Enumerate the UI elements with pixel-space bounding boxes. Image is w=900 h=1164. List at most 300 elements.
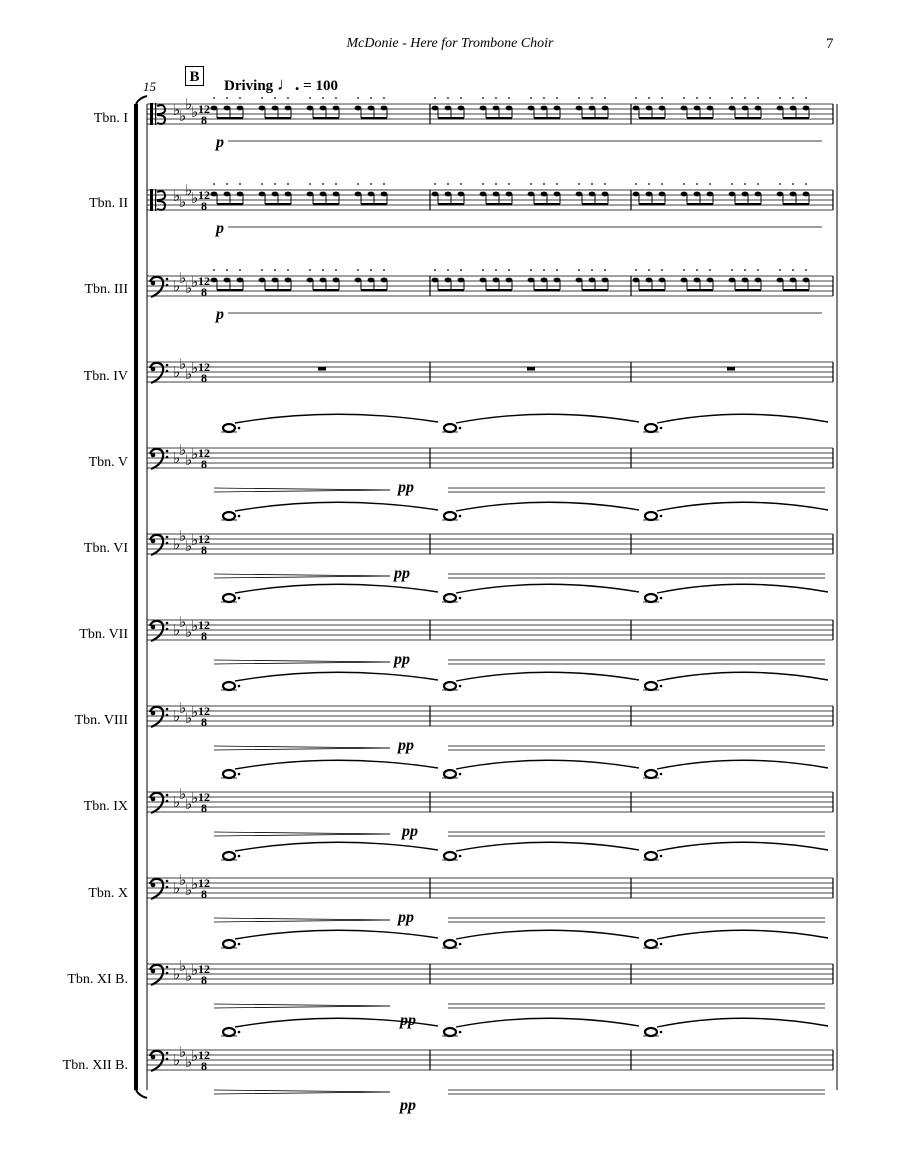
tie [235, 502, 438, 511]
tenor-clef-icon [150, 189, 153, 211]
rehearsal-mark: B [185, 66, 204, 86]
tenor-clef-icon [150, 103, 153, 125]
time-signature-top: 12 [198, 188, 210, 202]
eighth-note-head [445, 106, 452, 111]
hairpin-line [214, 746, 390, 748]
staccato-dot [757, 183, 759, 185]
augmentation-dot [459, 685, 462, 688]
bass-clef-icon [166, 966, 169, 969]
staccato-dot [661, 183, 663, 185]
beam [313, 289, 339, 291]
staccato-dot [648, 183, 650, 185]
beam [265, 289, 291, 291]
augmentation-dot [660, 855, 663, 858]
whole-rest-icon [727, 367, 735, 371]
instrument-label: Tbn. VI [83, 541, 128, 556]
time-signature-top: 12 [198, 876, 210, 890]
flat-icon: ♭ [173, 187, 181, 205]
staccato-dot [447, 97, 449, 99]
flat-icon: ♭ [185, 181, 193, 199]
bass-clef-icon [166, 714, 169, 717]
dotted-whole-note [444, 594, 456, 602]
staccato-dot [357, 183, 359, 185]
time-signature-top: 12 [198, 446, 210, 460]
eighth-note-head [755, 278, 762, 283]
tie [235, 414, 438, 423]
flat-icon: ♭ [185, 967, 193, 985]
eighth-note-head [803, 106, 810, 111]
bass-clef-icon [166, 450, 169, 453]
staccato-dot [495, 183, 497, 185]
staccato-dot [709, 269, 711, 271]
bass-clef-icon [150, 277, 163, 297]
eighth-note-head [285, 278, 292, 283]
eighth-note-head [633, 106, 640, 111]
staccato-dot [434, 97, 436, 99]
instrument-label: Tbn. VIII [74, 713, 128, 728]
eighth-note-head [224, 278, 231, 283]
tie [456, 842, 639, 851]
eighth-note-head [803, 192, 810, 197]
eighth-note-head [589, 278, 596, 283]
beam [639, 117, 665, 119]
eighth-note-head [224, 192, 231, 197]
hairpin-line [214, 918, 390, 920]
eighth-note-head [381, 278, 388, 283]
eighth-note-head [541, 192, 548, 197]
flat-icon: ♭ [179, 193, 187, 211]
staccato-dot [578, 97, 580, 99]
eighth-note-head [646, 192, 653, 197]
flat-icon: ♭ [179, 269, 187, 287]
tie [456, 1018, 639, 1027]
eighth-note-head [554, 106, 561, 111]
augmentation-dot [459, 515, 462, 518]
staccato-dot [383, 97, 385, 99]
eighth-note-head [272, 278, 279, 283]
time-signature-bottom: 8 [201, 715, 207, 729]
beam [313, 117, 339, 119]
staccato-dot [239, 97, 241, 99]
dynamic-marking: pp [400, 1012, 416, 1029]
tie [657, 1018, 828, 1027]
augmentation-dot [459, 427, 462, 430]
staccato-dot [213, 269, 215, 271]
eighth-note-head [368, 278, 375, 283]
eighth-note-head [576, 106, 583, 111]
dotted-whole-note [223, 852, 235, 860]
eighth-note-head [541, 106, 548, 111]
augmentation-dot [238, 855, 241, 858]
beam [217, 289, 243, 291]
staccato-dot [578, 269, 580, 271]
eighth-note-head [368, 192, 375, 197]
instrument-label: Tbn. XII B. [62, 1058, 128, 1073]
staccato-dot [696, 269, 698, 271]
dynamic-marking: pp [394, 565, 410, 582]
flat-icon: ♭ [191, 703, 199, 721]
beam [687, 289, 713, 291]
staccato-dot [744, 269, 746, 271]
eighth-note-head [803, 278, 810, 283]
flat-icon: ♭ [173, 793, 181, 811]
flat-icon: ♭ [185, 537, 193, 555]
bass-clef-icon [150, 707, 163, 727]
eighth-note-head [285, 106, 292, 111]
beam [783, 117, 809, 119]
eighth-note-head [602, 278, 609, 283]
staccato-dot [309, 97, 311, 99]
staccato-dot [683, 97, 685, 99]
hairpin-line [214, 1092, 390, 1094]
time-signature-bottom: 8 [201, 629, 207, 643]
staccato-dot [530, 269, 532, 271]
staccato-dot [447, 269, 449, 271]
eighth-note-head [790, 106, 797, 111]
instrument-label: Tbn. I [93, 111, 128, 126]
flat-icon: ♭ [179, 699, 187, 717]
augmentation-dot [459, 855, 462, 858]
augmentation-dot [660, 685, 663, 688]
time-signature-bottom: 8 [201, 457, 207, 471]
staccato-dot [805, 183, 807, 185]
beam [735, 117, 761, 119]
whole-rest-icon [318, 367, 326, 371]
flat-icon: ♭ [185, 95, 193, 113]
hairpin-line [214, 1006, 390, 1008]
bass-clef-icon [166, 1058, 169, 1061]
dotted-whole-note [223, 1028, 235, 1036]
bass-clef-icon [151, 539, 156, 544]
staccato-dot [731, 183, 733, 185]
flat-icon: ♭ [173, 1051, 181, 1069]
eighth-note-head [307, 106, 314, 111]
beam [735, 289, 761, 291]
beam [361, 203, 387, 205]
staccato-dot [635, 269, 637, 271]
eighth-note-head [602, 192, 609, 197]
bass-clef-icon [166, 622, 169, 625]
beam [486, 289, 512, 291]
staccato-dot [543, 97, 545, 99]
eighth-note-head [681, 106, 688, 111]
bass-clef-icon [151, 1055, 156, 1060]
eighth-note-head [707, 192, 714, 197]
eighth-note-head [659, 278, 666, 283]
time-signature-bottom: 8 [201, 371, 207, 385]
dynamic-marking: pp [402, 823, 418, 840]
flat-icon: ♭ [173, 621, 181, 639]
staccato-dot [274, 97, 276, 99]
bass-clef-icon [166, 880, 169, 883]
tie [235, 930, 438, 939]
staccato-dot [635, 183, 637, 185]
tie [235, 760, 438, 769]
staccato-dot [648, 97, 650, 99]
staccato-dot [508, 269, 510, 271]
eighth-note-head [742, 278, 749, 283]
beam [534, 203, 560, 205]
beam [582, 203, 608, 205]
bass-clef-icon [150, 793, 163, 813]
bass-clef-icon [150, 535, 163, 555]
eighth-note-head [307, 192, 314, 197]
staccato-dot [543, 269, 545, 271]
dynamic-marking: p [216, 220, 224, 237]
bass-clef-icon [166, 628, 169, 631]
staccato-dot [556, 183, 558, 185]
eighth-note-head [320, 192, 327, 197]
eighth-note-head [790, 192, 797, 197]
flat-icon: ♭ [179, 785, 187, 803]
flat-icon: ♭ [185, 451, 193, 469]
instrument-label: Tbn. IX [83, 799, 128, 814]
flat-icon: ♭ [179, 355, 187, 373]
staccato-dot [335, 97, 337, 99]
bass-clef-icon [166, 794, 169, 797]
system-bracket-top [136, 96, 147, 104]
dotted-whole-note [223, 682, 235, 690]
bass-clef-icon [150, 621, 163, 641]
bass-clef-icon [166, 456, 169, 459]
eighth-note-head [333, 106, 340, 111]
bass-clef-icon [150, 449, 163, 469]
dynamic-marking: p [216, 306, 224, 323]
augmentation-dot [660, 515, 663, 518]
eighth-note-head [506, 278, 513, 283]
beam [639, 289, 665, 291]
tie [456, 502, 639, 511]
dotted-whole-note [223, 512, 235, 520]
staccato-dot [757, 269, 759, 271]
staccato-dot [696, 97, 698, 99]
eighth-note-head [211, 106, 218, 111]
staccato-dot [261, 183, 263, 185]
eighth-note-head [777, 192, 784, 197]
augmentation-dot [660, 773, 663, 776]
augmentation-dot [238, 773, 241, 776]
eighth-note-head [589, 192, 596, 197]
flat-icon: ♭ [191, 617, 199, 635]
time-signature-top: 12 [198, 790, 210, 804]
beam [313, 203, 339, 205]
staccato-dot [792, 97, 794, 99]
dotted-whole-note [645, 1028, 657, 1036]
flat-icon: ♭ [173, 363, 181, 381]
augmentation-dot [238, 685, 241, 688]
eighth-note-head [729, 278, 736, 283]
flat-icon: ♭ [191, 103, 199, 121]
time-signature-bottom: 8 [201, 199, 207, 213]
staccato-dot [274, 269, 276, 271]
beam [783, 203, 809, 205]
staccato-dot [482, 183, 484, 185]
tempo-value: = 100 [303, 78, 338, 94]
system-bracket-bottom [136, 1090, 147, 1098]
tie [657, 584, 828, 593]
hairpin-line [214, 660, 390, 662]
beam [265, 117, 291, 119]
dynamic-marking: pp [398, 737, 414, 754]
augmentation-dot [238, 515, 241, 518]
bass-clef-icon [150, 1051, 163, 1071]
hairpin-line [214, 490, 390, 492]
eighth-note-head [259, 106, 266, 111]
staccato-dot [696, 183, 698, 185]
eighth-note-head [458, 192, 465, 197]
staccato-dot [482, 269, 484, 271]
staccato-dot [648, 269, 650, 271]
staccato-dot [261, 97, 263, 99]
hairpin-line [214, 1090, 390, 1092]
flat-icon: ♭ [191, 273, 199, 291]
hairpin-line [214, 1004, 390, 1006]
eighth-note-head [646, 106, 653, 111]
tie [657, 842, 828, 851]
time-signature-bottom: 8 [201, 1059, 207, 1073]
instrument-label: Tbn. XI B. [67, 972, 128, 987]
bass-clef-icon [166, 886, 169, 889]
time-signature-top: 12 [198, 618, 210, 632]
tie [456, 930, 639, 939]
score-header-title: McDonie - Here for Trombone Choir [346, 36, 554, 51]
augmentation-dot [459, 943, 462, 946]
staccato-dot [482, 97, 484, 99]
eighth-note-head [259, 278, 266, 283]
staccato-dot [731, 269, 733, 271]
augmentation-dot [660, 427, 663, 430]
beam [486, 117, 512, 119]
measure-number: 15 [143, 79, 156, 94]
augmentation-dot [238, 597, 241, 600]
eighth-note-head [480, 278, 487, 283]
eighth-note-head [368, 106, 375, 111]
eighth-note-head [355, 106, 362, 111]
flat-icon: ♭ [173, 277, 181, 295]
flat-icon: ♭ [173, 707, 181, 725]
eighth-note-head [681, 278, 688, 283]
beam [639, 203, 665, 205]
beam [534, 117, 560, 119]
time-signature-bottom: 8 [201, 285, 207, 299]
eighth-note-head [432, 278, 439, 283]
eighth-note-head [458, 106, 465, 111]
flat-icon: ♭ [185, 881, 193, 899]
dynamic-marking: pp [398, 479, 414, 496]
beam [687, 203, 713, 205]
staccato-dot [226, 269, 228, 271]
augmentation-dot [660, 943, 663, 946]
bass-clef-icon [151, 281, 156, 286]
dotted-whole-note [645, 852, 657, 860]
staccato-dot [287, 97, 289, 99]
beam [361, 117, 387, 119]
tie [657, 930, 828, 939]
dotted-whole-note [645, 424, 657, 432]
staccato-dot [805, 97, 807, 99]
flat-icon: ♭ [185, 1053, 193, 1071]
dotted-whole-note [444, 682, 456, 690]
staccato-dot [495, 269, 497, 271]
eighth-note-head [458, 278, 465, 283]
bass-clef-icon [166, 364, 169, 367]
staccato-dot [213, 183, 215, 185]
flat-icon: ♭ [191, 875, 199, 893]
staccato-dot [805, 269, 807, 271]
beam [486, 203, 512, 205]
tie [456, 414, 639, 423]
staccato-dot [357, 269, 359, 271]
eighth-note-head [445, 192, 452, 197]
flat-icon: ♭ [173, 449, 181, 467]
bass-clef-icon [166, 536, 169, 539]
eighth-note-head [646, 278, 653, 283]
staccato-dot [779, 183, 781, 185]
staccato-dot [335, 269, 337, 271]
staccato-dot [309, 269, 311, 271]
instrument-label: Tbn. X [88, 886, 128, 901]
hairpin-line [214, 834, 390, 836]
dynamic-marking: pp [400, 1097, 416, 1114]
staccato-dot [792, 269, 794, 271]
staccato-dot [508, 97, 510, 99]
staccato-dot [744, 97, 746, 99]
beam [687, 117, 713, 119]
time-signature-top: 12 [198, 704, 210, 718]
tie [235, 842, 438, 851]
eighth-note-head [333, 192, 340, 197]
flat-icon: ♭ [191, 961, 199, 979]
eighth-note-head [506, 106, 513, 111]
staccato-dot [591, 97, 593, 99]
eighth-note-head [432, 106, 439, 111]
dynamic-marking: pp [398, 909, 414, 926]
eighth-note-head [480, 192, 487, 197]
staccato-dot [370, 183, 372, 185]
hairpin-line [214, 574, 390, 576]
eighth-note-head [528, 192, 535, 197]
augmentation-dot [660, 597, 663, 600]
bass-clef-icon [166, 278, 169, 281]
bass-clef-icon [150, 879, 163, 899]
flat-icon: ♭ [191, 359, 199, 377]
eighth-note-head [777, 106, 784, 111]
staccato-dot [287, 183, 289, 185]
eighth-note-head [729, 106, 736, 111]
hairpin-line [214, 832, 390, 834]
eighth-note-head [633, 192, 640, 197]
staccato-dot [709, 183, 711, 185]
dynamic-marking: pp [394, 651, 410, 668]
staccato-dot [213, 97, 215, 99]
flat-icon: ♭ [191, 189, 199, 207]
flat-icon: ♭ [179, 441, 187, 459]
staccato-dot [604, 183, 606, 185]
eighth-note-head [694, 192, 701, 197]
eighth-note-head [445, 278, 452, 283]
bass-clef-icon [151, 625, 156, 630]
eighth-note-head [224, 106, 231, 111]
staccato-dot [508, 183, 510, 185]
dotted-whole-note [444, 940, 456, 948]
dotted-whole-note [645, 682, 657, 690]
eighth-note-head [381, 192, 388, 197]
page-number: 7 [826, 36, 834, 52]
bass-clef-icon [151, 711, 156, 716]
eighth-note-head [506, 192, 513, 197]
staccato-dot [604, 269, 606, 271]
bass-clef-icon [166, 800, 169, 803]
